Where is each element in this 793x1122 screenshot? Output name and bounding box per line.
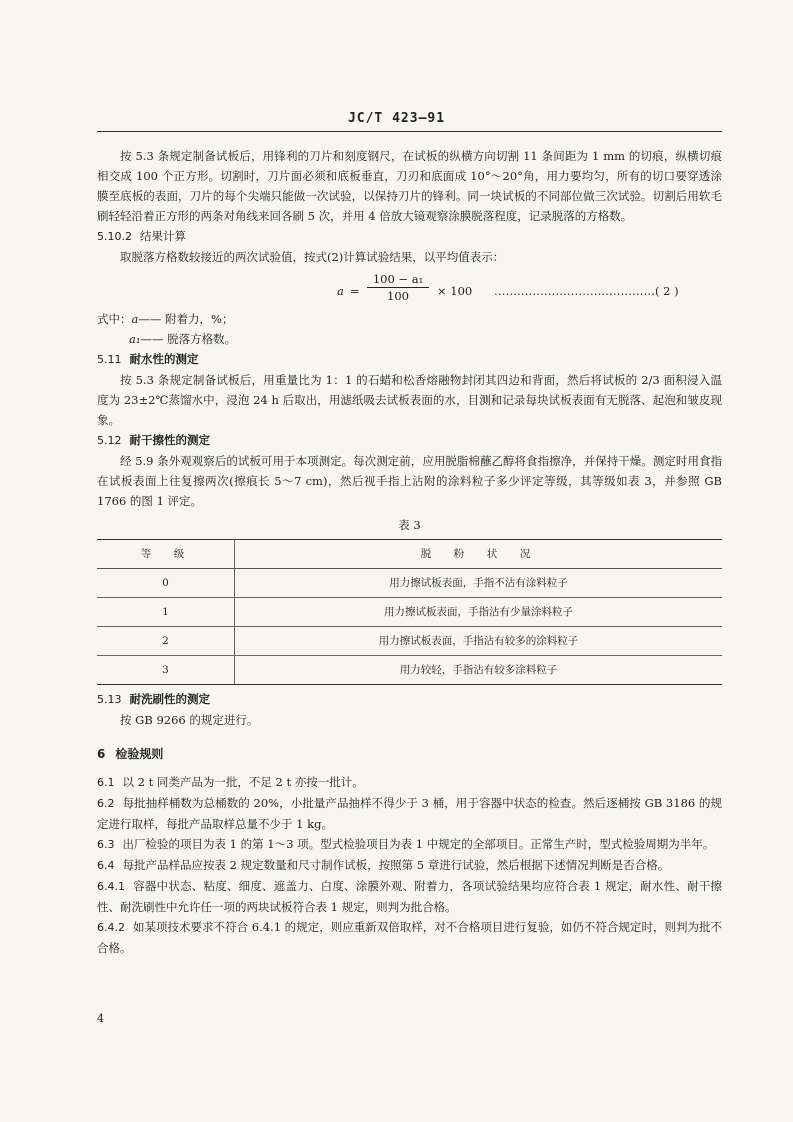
rule-6-4-2 — [97, 917, 722, 958]
rule-number: 6.2 — [97, 797, 115, 810]
powdering-cell: 用力擦试板表面，手指沾有少量涂料粒子 — [235, 598, 723, 627]
where-prefix: 式中： — [97, 312, 132, 326]
column-header-grade: 等 级 — [97, 540, 235, 569]
main-content — [97, 146, 722, 958]
grade-cell: 2 — [97, 627, 235, 656]
rule-number: 6.4.1 — [97, 880, 125, 893]
powdering-cell: 用力较轻，手指沾有较多涂料粒子 — [235, 656, 723, 685]
rule-number: 6.4.2 — [97, 921, 125, 934]
section-title: 耐水性的测定 — [129, 352, 199, 366]
table-row — [97, 656, 722, 685]
rule-6-4-1 — [97, 876, 722, 917]
section-number: 5.12 — [97, 434, 122, 447]
table-3 — [97, 539, 722, 685]
header-divider — [97, 131, 722, 132]
rule-text: 容器中状态、粘度、细度、遮盖力、白度、涂膜外观、附着力，各项试验结果均应符合表 1 规定，耐水性、耐干擦性、耐洗刷性中允许任一项的两块试板符合表 1 规定，则判为批合格。 — [97, 879, 722, 914]
rule-number: 6.4 — [97, 859, 115, 872]
formula-leader-dots: …………………………………… — [494, 284, 655, 298]
rule-6-2 — [97, 793, 722, 834]
powdering-cell: 用力擦试板表面，手指不沾有涂料粒子 — [235, 569, 723, 598]
formula-where-line-a1 — [97, 329, 722, 349]
paragraph-dry-rub-resistance: 经 5.9 条外观观察后的试板可用于本项测定。每次测定前，应用脱脂棉蘸乙醇将食指擦净，并保持干燥。测定时用食指在试板表面上往复擦两次(擦痕长 5～7 cm)，然后视手指上沾附的涂料粒子多少评定等级，其等级如表 3，并参照 GB 1766 的图 1 评定。 — [97, 454, 722, 508]
chapter-6-heading — [97, 744, 722, 764]
symbol-a1-description: —— 脱落方格数。 — [140, 332, 237, 346]
formula-lhs: a — [337, 284, 344, 298]
powdering-cell: 用力擦试板表面，手指沾有较多的涂料粒子 — [235, 627, 723, 656]
formula-denominator: 100 — [387, 289, 409, 303]
rule-text: 出厂检验的项目为表 1 的第 1～3 项。型式检验项目为表 1 中规定的全部项目。正常生产时，型式检验周期为半年。 — [122, 837, 715, 851]
grade-cell: 1 — [97, 598, 235, 627]
section-number: 5.13 — [97, 693, 122, 706]
rule-text: 每批抽样桶数为总桶数的 20%，小批量产品抽样不得少于 3 桶，用于容器中状态的检查。然后逐桶按 GB 3186 的规定进行取样，每批产品取样总量不少于 1 kg。 — [97, 796, 722, 831]
section-5-11-heading — [97, 349, 722, 370]
section-title: 耐洗刷性的测定 — [129, 692, 210, 706]
grade-cell: 3 — [97, 656, 235, 685]
section-5-12-heading — [97, 430, 722, 451]
rule-6-3 — [97, 834, 722, 855]
symbol-a: a — [131, 312, 139, 326]
symbol-a1: a₁ — [129, 332, 141, 346]
formula-2 — [97, 269, 722, 309]
formula-fraction — [367, 271, 429, 305]
paragraph-result-calculation: 取脱落方格数较接近的两次试验值，按式(2)计算试验结果，以平均值表示： — [120, 250, 505, 264]
section-5-10-2-heading — [97, 226, 722, 247]
section-title: 耐干擦性的测定 — [129, 433, 210, 447]
formula-number: ( 2 ) — [655, 284, 679, 298]
table-row — [97, 598, 722, 627]
paragraph-water-resistance: 按 5.3 条规定制备试板后，用重量比为 1：1 的石蜡和松香熔融物封闭其四边和背面，然后将试板的 2/3 面积浸入温度为 23±2℃蒸馏水中，浸泡 24 h 后取出，用滤纸吸去试板表面的水，目测和记录每块试板表面有无脱落、起泡和皱皮现象。 — [97, 373, 722, 427]
rule-text: 每批产品样品应按表 2 规定数量和尺寸制作试板，按照第 5 章进行试验，然后根据下述情况判断是否合格。 — [122, 858, 670, 872]
rule-number: 6.3 — [97, 838, 115, 851]
symbol-a-description: —— 附着力，%； — [138, 312, 234, 326]
paragraph-cross-cut-method: 按 5.3 条规定制备试板后，用锋利的刀片和刻度钢尺，在试板的纵横方向切割 11 条间距为 1 mm 的切痕，纵横切痕相交成 100 个正方形。切割时，刀片面必须和底板垂直，刀刃和底面成 10°～20°角，用力要均匀，所有的切口要穿透涂膜至底板的表面，刀片的每个尖端只能做一次试验，以保持刀片的锋利。同一块试板的不同部位做三次试验。切割后用软毛刷轻轻沿着正方形的两条对角线来回各刷 5 次，并用 4 倍放大镜观察涂膜脱落程度，记录脱落的方格数。 — [97, 149, 722, 223]
standard-code-header: JC/T 423—91 — [347, 111, 446, 126]
formula-equals: = — [350, 284, 360, 298]
rule-number: 6.1 — [97, 776, 115, 789]
table-header-row — [97, 540, 722, 569]
section-number: 5.11 — [97, 353, 122, 366]
table-3-caption: 表 3 — [398, 518, 421, 532]
column-header-powdering: 脱 粉 状 况 — [235, 540, 723, 569]
grade-cell: 0 — [97, 569, 235, 598]
section-title: 结果计算 — [140, 229, 186, 243]
paragraph-wash-resistance: 按 GB 9266 的规定进行。 — [120, 713, 259, 727]
formula-multiplier: × 100 — [437, 284, 473, 298]
formula-where-line-a — [97, 309, 722, 329]
chapter-number: 6 — [97, 747, 106, 761]
table-row — [97, 627, 722, 656]
table-row — [97, 569, 722, 598]
formula-numerator: 100 − a₁ — [367, 271, 429, 288]
rule-text: 如某项技术要求不符合 6.4.1 的规定，则应重新双倍取样，对不合格项目进行复验，如仍不符合规定时，则判为批不合格。 — [97, 920, 722, 955]
page-number: 4 — [97, 1012, 104, 1025]
rule-6-4 — [97, 855, 722, 876]
chapter-title: 检验规则 — [115, 747, 164, 761]
section-number: 5.10.2 — [97, 230, 132, 243]
formula-label — [494, 281, 679, 301]
section-5-13-heading — [97, 689, 722, 710]
rule-text: 以 2 t 同类产品为一批，不足 2 t 亦按一批计。 — [122, 775, 364, 789]
rule-6-1 — [97, 772, 722, 793]
